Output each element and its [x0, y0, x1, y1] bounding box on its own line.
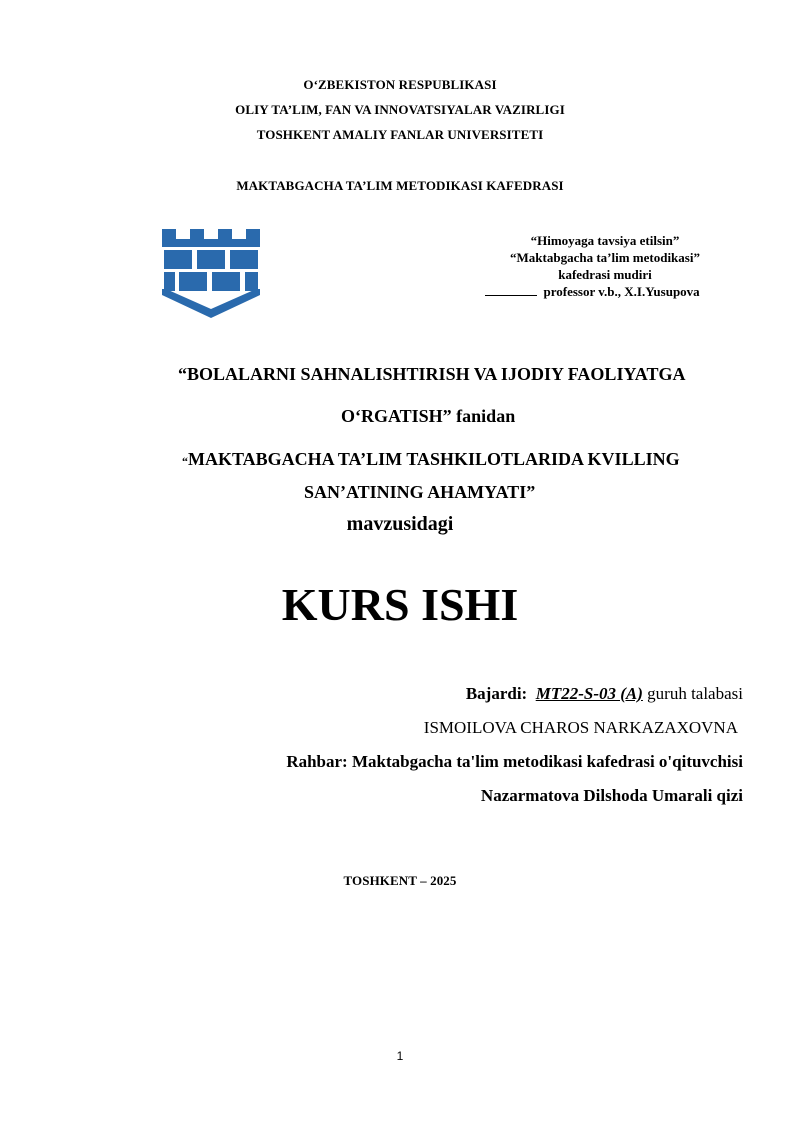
topic-suffix: mavzusidagi	[346, 513, 454, 535]
author-group-suffix: guruh talabasi	[647, 684, 743, 703]
approval-signature-line	[470, 283, 740, 300]
supervisor-label: Rahbar: Maktabgacha ta'lim metodikasi kafedrasi o'qituvchisi	[286, 752, 743, 771]
author-line	[466, 684, 743, 704]
topic-line-2: SAN’ATINING AHAMYATI”	[304, 482, 536, 502]
topic-open-quote: “	[182, 454, 188, 468]
approval-line-2: “Maktabgacha ta’lim metodikasi”	[510, 250, 700, 265]
approval-line-3: kafedrasi mudiri	[558, 267, 652, 282]
university-fortress-logo-icon	[162, 229, 260, 319]
topic-line-1-text: MAKTABGACHA TA’LIM TASHKILOTLARIDA KVILLING	[188, 449, 680, 469]
author-group: MT22-S-03 (A)	[535, 684, 643, 703]
approval-line-1: “Himoyaga tavsiya etilsin”	[530, 233, 680, 248]
ministry-country-line: O‘ZBEKISTON RESPUBLIKASI	[303, 77, 497, 92]
author-label: Bajardi:	[465, 684, 528, 703]
topic-line-1	[182, 449, 680, 470]
approval-block	[470, 232, 740, 300]
author-name: ISMOILOVA CHAROS NARKAZAXOVNA	[423, 718, 738, 737]
department-line: MAKTABGACHA TA’LIM METODIKASI KAFEDRASI	[236, 178, 564, 193]
subject-line-1: “BOLALARNI SAHNALISHTIRISH VA IJODIY FAOLIYATGA	[178, 364, 686, 384]
page-number: 1	[396, 1049, 404, 1063]
city-year: TOSHKENT – 2025	[343, 873, 457, 888]
ministry-line: OLIY TA’LIM, FAN VA INNOVATSIYALAR VAZIRLIGI	[235, 102, 565, 117]
subject-line-2: O‘RGATISH” fanidan	[341, 406, 516, 426]
university-line: TOSHKENT AMALIY FANLAR UNIVERSITETI	[256, 127, 544, 142]
signature-blank	[485, 283, 537, 296]
approval-signer: professor v.b., X.I.Yusupova	[543, 284, 700, 299]
supervisor-name: Nazarmatova Dilshoda Umarali qizi	[480, 786, 743, 805]
document-type-title: KURS ISHI	[281, 579, 519, 630]
